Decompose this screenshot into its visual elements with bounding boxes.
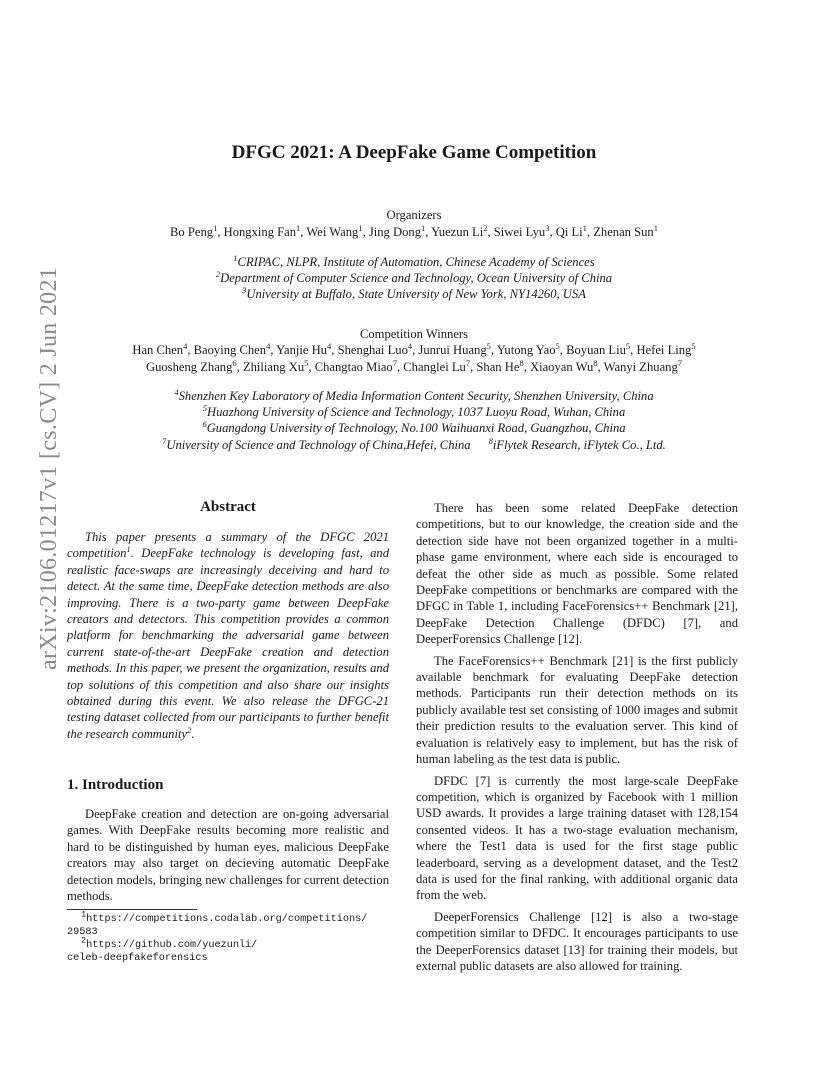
- winners-author-list-line-2: Guosheng Zhang$^6$, Zhiliang Xu$^5$, Changtao Miao$^7$, Changlei Lu$^7$, Shan He$^8$, Xiaoyan Wu$^8$, Wanyi Zhuang$^7$: [145, 357, 683, 374]
- winner-author: [276, 340, 332, 357]
- organizer-author-affiliation-marker: 1: [421, 222, 426, 233]
- winner-author-affiliation-marker: 5: [691, 340, 696, 351]
- organizers-author-list: Bo Peng$^1$, Hongxing Fan$^1$, Wei Wang$^1$, Jing Dong$^1$, Yuezun Li$^2$, Siwei Lyu$^3$, Qi Li$^1$, Zhenan Sun$^1$: [170, 222, 658, 239]
- organizer-author-affiliation-marker: 1: [653, 222, 658, 233]
- winner-author: [476, 357, 524, 374]
- winner-author-affiliation-marker: 7: [392, 357, 397, 368]
- affiliation-3-text: University at Buffalo, State University of New York, NY14260, USA: [246, 287, 586, 301]
- footnote-2-cont[interactable]: celeb-deepfakeforensics: [67, 953, 208, 964]
- winner-author-name: Shenghai Luo: [337, 343, 408, 357]
- organizer-author-name: Yuezun Li: [431, 225, 484, 239]
- affiliation-1: [70, 254, 758, 271]
- winner-author-name: Zhiliang Xu: [242, 360, 305, 374]
- affiliation-4-text: Shenzhen Key Laboratory of Media Information Content Security, Shenzhen University, China: [178, 389, 654, 403]
- paragraph-deeperforensics: DeeperForensics Challenge [12] is also a two-stage competition similar to DFDC. It encourages participants to use the DeeperForensics dataset [13] for training their models, but external public datasets are also allowed for training.: [416, 909, 738, 973]
- winner-author-affiliation-marker: 7: [677, 357, 683, 368]
- introduction-heading: 1. Introduction: [67, 777, 164, 793]
- winner-author: [314, 357, 397, 374]
- organizer-author: [170, 222, 218, 239]
- winner-author: [496, 340, 560, 357]
- footnote-2: [67, 935, 397, 952]
- paper-title: DFGC 2021: A DeepFake Game Competition: [231, 142, 597, 163]
- winner-author-affiliation-marker: 4: [183, 340, 188, 351]
- winner-author-affiliation-marker: 5: [625, 340, 631, 351]
- winner-author: [193, 340, 271, 357]
- winner-author-affiliation-marker: 4: [266, 340, 271, 351]
- paragraph-faceforensics: The FaceForensics++ Benchmark [21] is the first publicly available benchmark for evaluating DeepFake detection methods. Participants run their detection methods on its publicly available test set consisting of 1000 images and submit their prediction results to the evaluation server. This kind of evaluation is relatively easy to implement, but has the risk of human labeling as the test data is public.: [416, 653, 738, 767]
- winner-author: [529, 357, 598, 374]
- winner-author-name: Wanyi Zhuang: [603, 360, 678, 374]
- organizers-heading: Organizers: [386, 208, 442, 222]
- abstract-text-middle: . DeepFake technology is developing fast, and realistic face-swaps are increasingly deceiving and hard to detect. At the same time, DeepFake detection methods are also improving. There is a two-party game between DeepFake creators and detectors. This competition provides a common platform for benchmarking the adversarial game between current state-of-the-art DeepFake creation and detection methods. In this paper, we present the organization, results and top solutions of this competition and also share our insights obtained during this event. We also release the DFGC-21 testing dataset collected from our participants to further benefit the research community: [67, 546, 389, 741]
- footnotes: [67, 909, 397, 965]
- affiliation-7-marker: 7: [162, 435, 167, 446]
- winners-heading: Competition Winners: [359, 327, 469, 341]
- organizer-author-affiliation-marker: 3: [545, 222, 550, 233]
- affiliation-6-text: Guangdong University of Technology, No.100 Waihuanxi Road, Guangzhou, China: [206, 421, 626, 435]
- affiliation-5-marker: 5: [202, 402, 207, 413]
- abstract-text-end: .: [191, 726, 195, 741]
- affiliation-4: [70, 388, 758, 405]
- organizer-author-affiliation-marker: 2: [483, 222, 488, 233]
- organizer-author-name: Zhenan Sun: [593, 225, 654, 239]
- winner-author-affiliation-marker: 5: [304, 357, 309, 368]
- winner-author-name: Han Chen: [132, 343, 184, 357]
- footnote-1-url[interactable]: https://competitions.codalab.org/competitions/: [86, 914, 368, 925]
- organizer-author-name: Siwei Lyu: [493, 225, 546, 239]
- footnote-ref-1: 1: [126, 544, 131, 555]
- winner-author-name: Yanjie Hu: [276, 343, 328, 357]
- affiliation-2-text: Department of Computer Science and Technology, Ocean University of China: [220, 271, 613, 285]
- organizer-author-name: Wei Wang: [306, 225, 359, 239]
- winner-author: [603, 357, 683, 374]
- organizer-author: [223, 222, 301, 239]
- winner-author-name: Yutong Yao: [496, 343, 556, 357]
- winner-author-affiliation-marker: 8: [519, 357, 524, 368]
- winner-author-affiliation-marker: 4: [407, 340, 413, 351]
- winner-author: [242, 357, 309, 374]
- winner-author-name: Hefei Ling: [636, 343, 692, 357]
- affiliation-3-marker: 3: [242, 284, 247, 295]
- footnote-2-url[interactable]: https://github.com/yuezunli/: [86, 940, 258, 951]
- organizer-author: [593, 222, 658, 239]
- organizer-author-affiliation-marker: 1: [296, 222, 301, 233]
- affiliation-5-text: Huazhong University of Science and Technology, 1037 Luoyu Road, Wuhan, China: [207, 405, 626, 419]
- organizer-author: [493, 222, 550, 239]
- winner-author-name: Junrui Huang: [418, 343, 487, 357]
- affiliation-4-marker: 4: [174, 386, 179, 397]
- organizer-author: [368, 222, 426, 239]
- footnote-ref-2: 2: [187, 724, 192, 735]
- winner-author: [145, 357, 237, 374]
- arxiv-stamp: arXiv:2106.01217v1 [cs.CV] 2 Jun 2021: [36, 266, 62, 670]
- winner-author-affiliation-marker: 8: [593, 357, 598, 368]
- winner-author: [132, 340, 188, 357]
- affiliation-2: [70, 270, 758, 287]
- winner-author: [403, 357, 471, 374]
- winner-author-affiliation-marker: 7: [465, 357, 471, 368]
- affiliation-7-8: [70, 437, 758, 454]
- affiliation-6: [70, 420, 758, 437]
- organizer-author-affiliation-marker: 1: [358, 222, 363, 233]
- winners-author-list-line-1: Han Chen$^4$, Baoying Chen$^4$, Yanjie Hu$^4$, Shenghai Luo$^4$, Junrui Huang$^5$, Yutong Yao$^5$, Boyuan Liu$^5$, Hefei Ling$^5$: [132, 340, 696, 357]
- winner-author-name: Baoying Chen: [193, 343, 267, 357]
- footnote-1-cont[interactable]: 29583: [67, 927, 98, 938]
- affiliation-6-marker: 6: [202, 418, 207, 429]
- organizer-author-affiliation-marker: 1: [582, 222, 587, 233]
- affiliation-2-marker: 2: [215, 268, 221, 279]
- winner-author: [566, 340, 631, 357]
- organizer-author-name: Hongxing Fan: [223, 225, 297, 239]
- organizer-author-name: Jing Dong: [368, 225, 421, 239]
- affiliation-8-text: iFlytek Research, iFlytek Co., Ltd.: [492, 438, 666, 452]
- winner-author: [337, 340, 413, 357]
- footnote-rule: [67, 909, 197, 910]
- winner-author: [418, 340, 491, 357]
- organizer-author: [306, 222, 363, 239]
- organizer-author: [431, 222, 488, 239]
- introduction-paragraph: DeepFake creation and detection are on-going adversarial games. With DeepFake results becoming more realistic and hard to be distinguished by human eyes, malicious DeepFake creators may also target on decieving automatic DeepFake detection models, bringing new challenges for current detection methods.: [67, 807, 389, 904]
- winner-author: [636, 340, 696, 357]
- affiliation-5: [70, 404, 758, 421]
- affiliation-3: [70, 286, 758, 303]
- paragraph-related-competitions: There has been some related DeepFake detection competitions, but to our knowledge, the creation side and the detection side have not been organized together in a multi-phase game environment, where each side is encouraged to defeat the other side as much as possible. Some related DeepFake competitions or benchmarks are compared with the DFGC in Table 1, including FaceForensics++ Benchmark [21], DeepFake Detection Challenge (DFDC) [7], and DeeperForensics Challenge [12].: [416, 501, 738, 647]
- winner-author-name: Changtao Miao: [314, 360, 393, 374]
- abstract-body: [67, 529, 389, 742]
- affiliation-1-text: CRIPAC, NLPR, Institute of Automation, Chinese Academy of Sciences: [237, 255, 595, 269]
- abstract-heading: Abstract: [200, 499, 256, 515]
- abstract-text-start: This paper presents a summary of the DFGC 2021 competition: [67, 530, 389, 561]
- winner-author-affiliation-marker: 5: [555, 340, 560, 351]
- introduction-body: [67, 806, 389, 904]
- winner-author-name: Shan He: [476, 360, 520, 374]
- affiliation-1-marker: 1: [233, 252, 238, 263]
- organizer-author-name: Qi Li: [555, 225, 583, 239]
- paragraph-dfdc: DFDC [7] is currently the most large-scale DeepFake competition, which is organized by Facebook with 1 million USD awards. It provides a large training dataset with 128,154 consented videos. It has a two-stage evaluation mechanism, where the Test1 data is used for the first stage public leaderboard, serving as a development dataset, and the Test2 data is used for the final ranking, with additional organic data from the web.: [416, 773, 738, 903]
- organizer-author: [555, 222, 587, 239]
- winner-author-name: Changlei Lu: [403, 360, 466, 374]
- winner-author-name: Boyuan Liu: [566, 343, 626, 357]
- winner-author-affiliation-marker: 5: [486, 340, 491, 351]
- footnote-2-marker: 2: [81, 935, 87, 946]
- right-column-body: [416, 500, 738, 974]
- winner-author-name: Xiaoyan Wu: [529, 360, 594, 374]
- organizer-author-affiliation-marker: 1: [213, 222, 218, 233]
- footnote-1-marker: 1: [81, 909, 87, 920]
- affiliation-8-marker: 8: [488, 435, 493, 446]
- affiliation-7-text: University of Science and Technology of China,Hefei, China: [166, 438, 471, 452]
- organizer-author-name: Bo Peng: [170, 225, 214, 239]
- winner-author-affiliation-marker: 6: [232, 357, 237, 368]
- winner-author-affiliation-marker: 4: [327, 340, 332, 351]
- winner-author-name: Guosheng Zhang: [145, 360, 233, 374]
- footnote-1: [67, 909, 397, 926]
